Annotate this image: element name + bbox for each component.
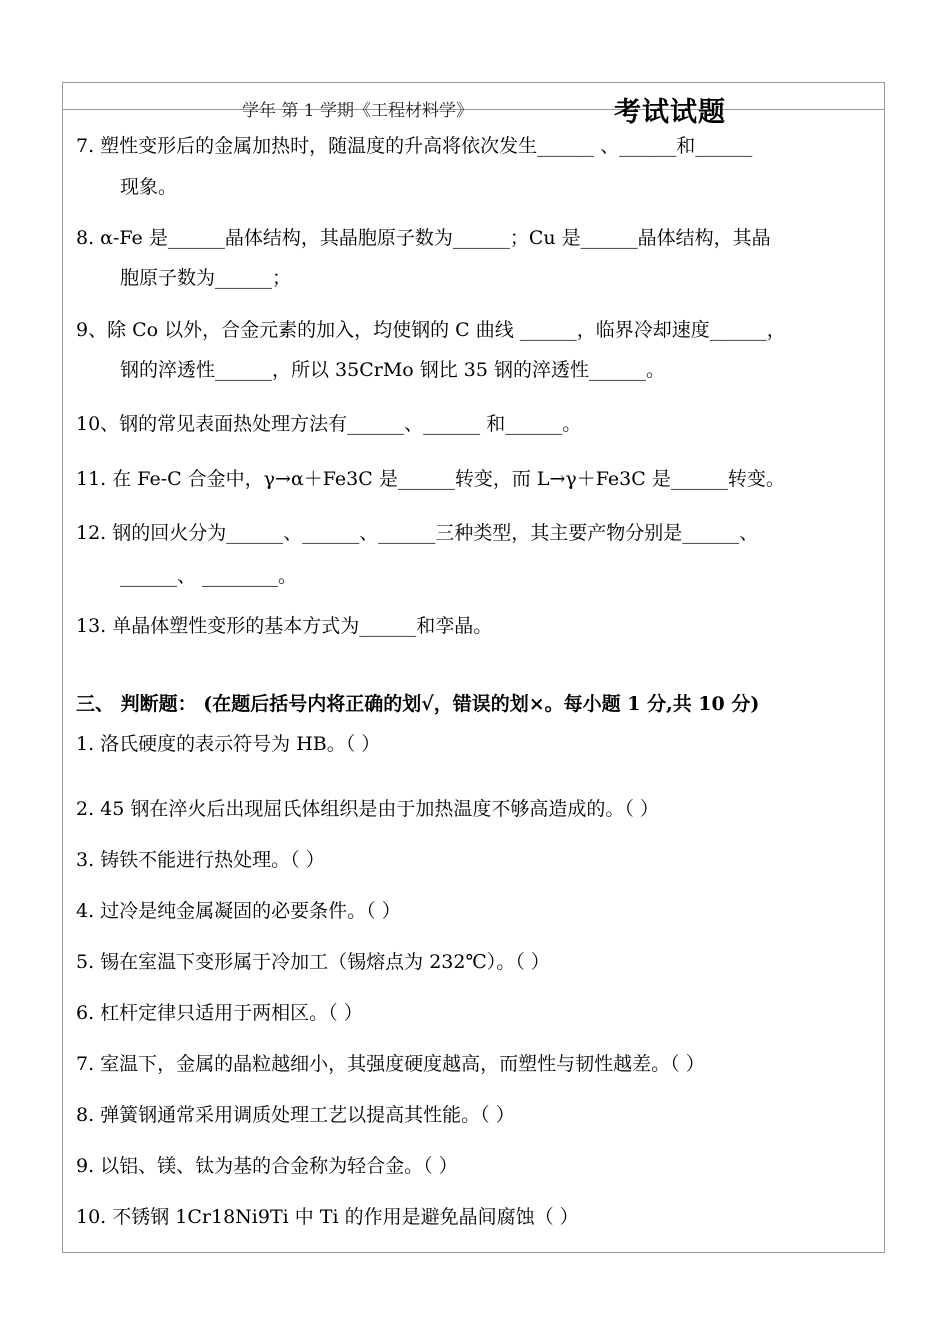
question-11: 11. 在 Fe-C 合金中，γ→α＋Fe3C 是______转变，而 L→γ＋Fe3C 是______转变。: [76, 468, 785, 490]
judge-item-6: 6. 杠杆定律只适用于两相区。（ ）: [76, 1002, 363, 1024]
question-8-line-1: 8. α-Fe 是______晶体结构，其晶胞原子数为______；Cu 是______晶体结构，其晶: [76, 227, 771, 249]
exam-header: [62, 82, 885, 128]
judge-item-5: 5. 锡在室温下变形属于冷加工（锡熔点为 232℃）。（ ）: [76, 951, 550, 973]
question-10: 10、钢的常见表面热处理方法有______、______ 和______。: [76, 413, 582, 435]
judge-item-8: 8. 弹簧钢通常采用调质处理工艺以提高其性能。（ ）: [76, 1104, 515, 1126]
judge-item-9: 9. 以铝、镁、钛为基的合金称为轻合金。（ ）: [76, 1155, 458, 1177]
judge-item-1: 1. 洛氏硬度的表示符号为 HB。（ ）: [76, 733, 381, 755]
page-frame: [62, 82, 885, 1253]
section-3-title: 三、 判断题： (在题后括号内将正确的划√，错误的划×。每小题 1 分,共 10 分): [76, 693, 760, 715]
question-7-line-1: 7. 塑性变形后的金属加热时，随温度的升高将依次发生______ 、______和______: [76, 135, 753, 157]
judge-item-7: 7. 室温下，金属的晶粒越细小，其强度硬度越高，而塑性与韧性越差。（ ）: [76, 1053, 705, 1075]
question-9-line-1: 9、除 Co 以外，合金元素的加入，均使钢的 C 曲线 ______，临界冷却速度______，: [76, 319, 786, 341]
judge-item-4: 4. 过冷是纯金属凝固的必要条件。（ ）: [76, 900, 401, 922]
question-12-line-2: ______、 ________。: [120, 565, 298, 587]
question-9-line-2: 钢的淬透性______，所以 35CrMo 钢比 35 钢的淬透性______。: [120, 359, 666, 381]
question-13: 13. 单晶体塑性变形的基本方式为______和孪晶。: [76, 615, 493, 637]
judge-item-2: 2. 45 钢在淬火后出现屈氏体组织是由于加热温度不够高造成的。（ ）: [76, 798, 659, 820]
question-12-line-1: 12. 钢的回火分为______、______、______三种类型，其主要产物分别是______、: [76, 522, 759, 544]
judge-item-3: 3. 铸铁不能进行热处理。（ ）: [76, 849, 325, 871]
course-header-text: 学年 第 1 学期《工程材料学》: [242, 101, 474, 121]
question-7-line-2: 现象。: [120, 176, 178, 198]
exam-title: 考试试题: [614, 97, 726, 128]
question-8-line-2: 胞原子数为______；: [120, 267, 292, 289]
judge-item-10: 10. 不锈钢 1Cr18Ni9Ti 中 Ti 的作用是避免晶间腐蚀（ ）: [76, 1206, 579, 1228]
